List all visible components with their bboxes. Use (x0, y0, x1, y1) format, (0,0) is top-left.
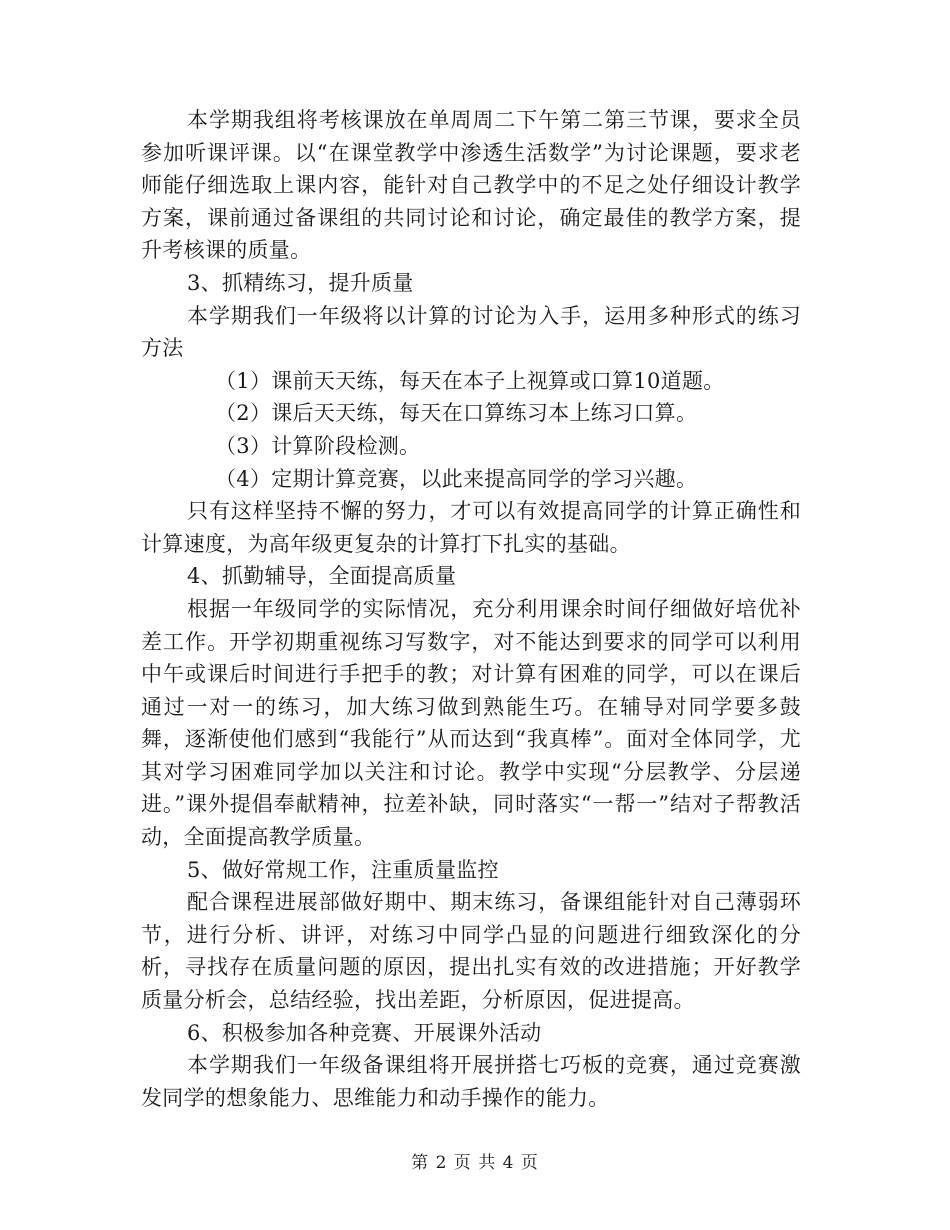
paragraph-assessment-class: 本学期我组将考核课放在单周周二下午第二第三节课，要求全员参加听课评课。以“在课堂教学中渗透生活数学”为讨论课题，要求老师能仔细选取上课内容，能针对自己教学中的不足之处仔细设计教学方案，课前通过备课组的共同讨论和讨论，确定最佳的教学方案，提升考核课的质量。 (141, 108, 801, 263)
paragraph-quality-monitoring: 配合课程进展部做好期中、期末练习，备课组能针对自己薄弱环节，进行分析、讲评，对练习中同学凸显的问题进行细致深化的分析，寻找存在质量问题的原因，提出扎实有效的改进措施；开好教学质量分析会，总结经验，找出差距，分析原因，促进提高。 (141, 890, 801, 1013)
document-body (141, 104, 801, 1114)
section-heading-quality-monitoring: 5、做好常规工作，注重质量监控 (187, 857, 499, 882)
list-item-competition: （4）定期计算竞赛，以此来提高同学的学习兴趣。 (215, 466, 698, 491)
paragraph-practice-intro: 本学期我们一年级将以计算的讨论为入手，运用多种形式的练习方法 (141, 303, 801, 361)
list-item-daily-after-class: （2）课后天天练，每天在口算练习本上练习口算。 (215, 401, 698, 426)
page-number-footer: 第 2 页 共 4 页 (411, 1153, 539, 1173)
list-item-stage-test: （3）计算阶段检测。 (215, 433, 421, 458)
list-item-daily-before-class: （1）课前天天练，每天在本子上视算或口算10道题。 (215, 368, 725, 393)
section-heading-tutoring: 4、抓勤辅导，全面提高质量 (187, 564, 457, 589)
paragraph-tutoring: 根据一年级同学的实际情况，充分利用课余时间仔细做好培优补差工作。开学初期重视练习写数字，对不能达到要求的同学可以利用中午或课后时间进行手把手的教；对计算有困难的同学，可以在课后通过一对一的练习，加大练习做到熟能生巧。在辅导对同学要多鼓舞，逐渐使他们感到“我能行”从而达到“我真棒”。面对全体同学，尤其对学习困难同学加以关注和讨论。教学中实现“分层教学、分层递进。”课外提倡奉献精神，拉差补缺，同时落实“一帮一”结对子帮教活动，全面提高教学质量。 (141, 596, 801, 850)
section-heading-practice: 3、抓精练习，提升质量 (187, 270, 414, 295)
paragraph-activities: 本学期我们一年级备课组将开展拼搭七巧板的竞赛，通过竞赛激发同学的想象能力、思维能力和动手操作的能力。 (141, 1053, 801, 1110)
paragraph-persistence: 只有这样坚持不懈的努力，才可以有效提高同学的计算正确性和计算速度，为高年级更复杂的计算打下扎实的基础。 (141, 499, 801, 556)
section-heading-activities: 6、积极参加各种竞赛、开展课外活动 (187, 1020, 542, 1045)
